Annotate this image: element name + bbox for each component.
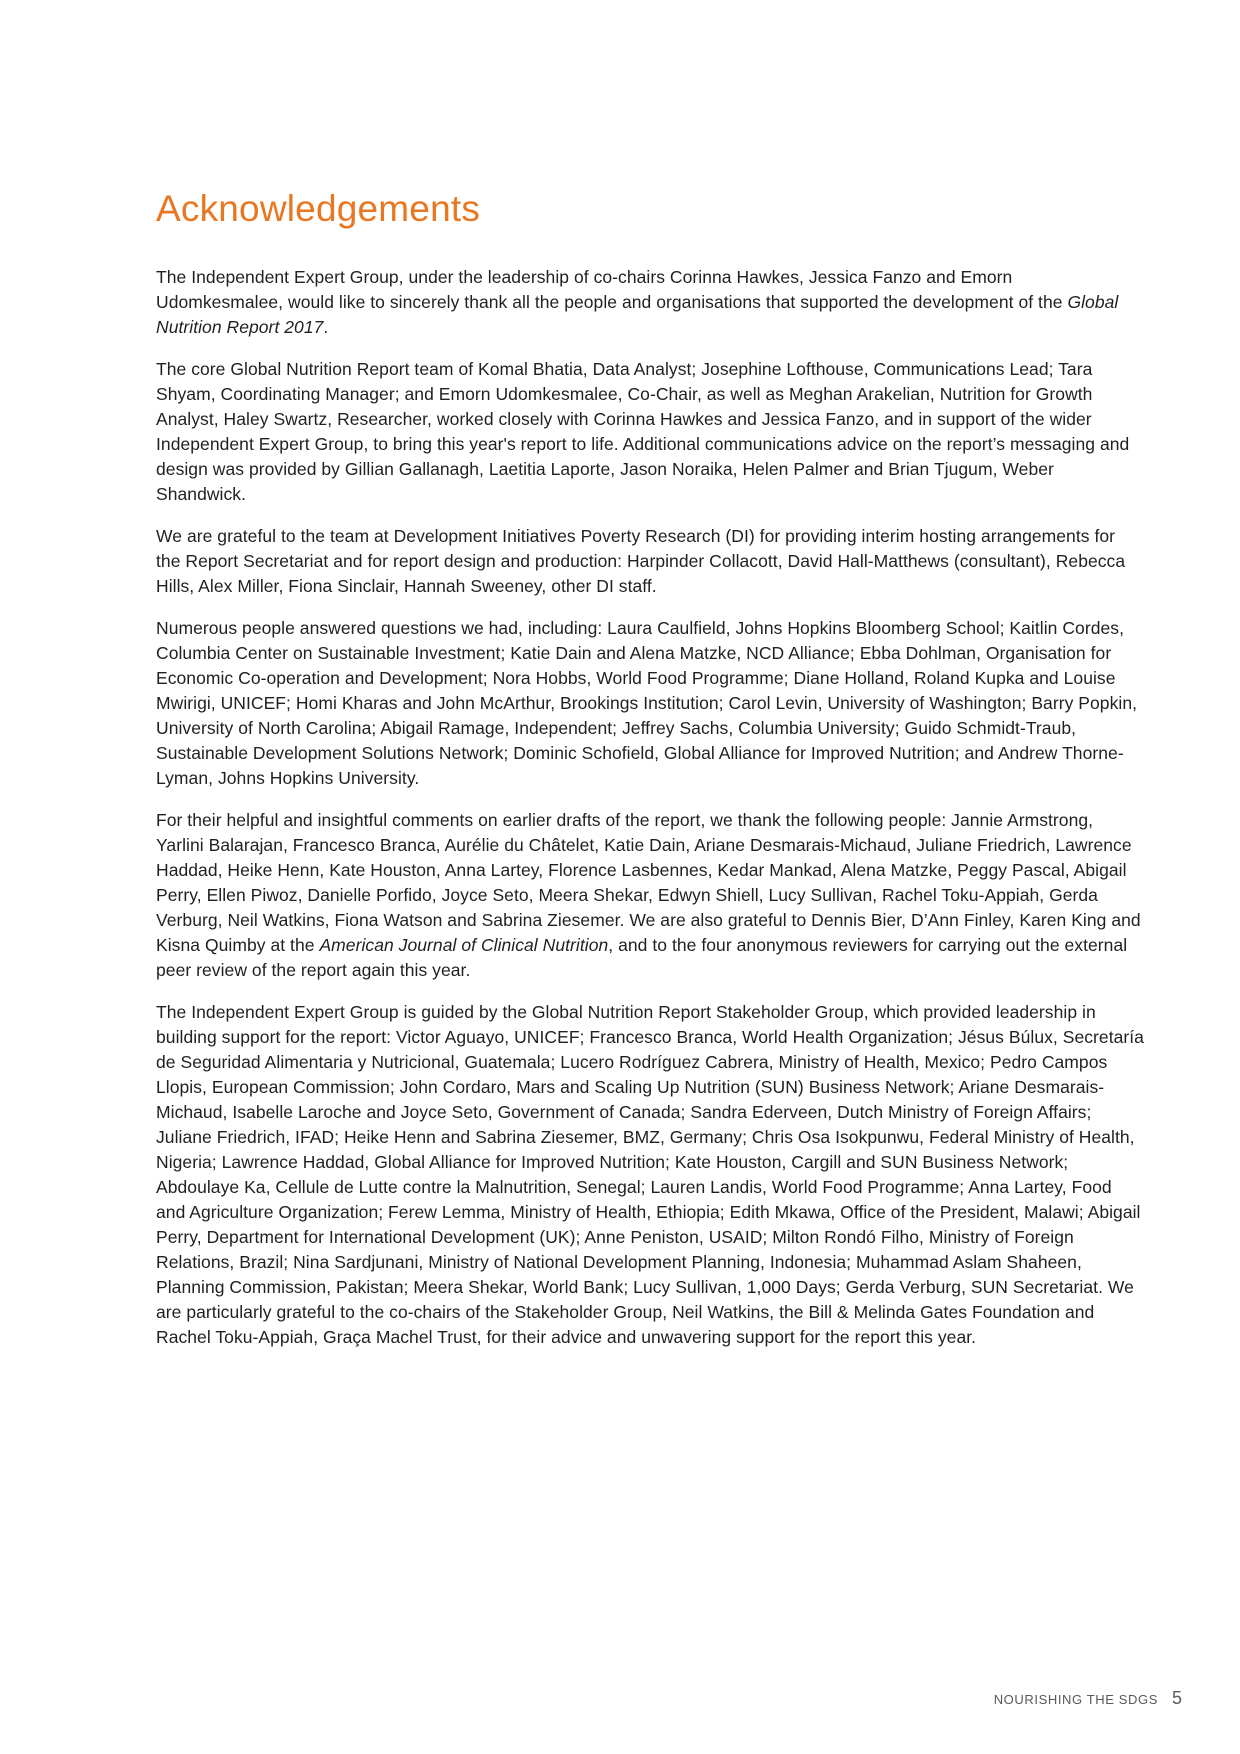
paragraph-intro-text: The Independent Expert Group, under the leadership of co-chairs Corinna Hawkes, Jessica Fanzo and Emorn Udomkesmalee, would like to sincerely thank all the people and organisations that supported the development of the <box>156 267 1068 312</box>
paragraph-questions: Numerous people answered questions we had, including: Laura Caulfield, Johns Hopkins Bloomberg School; Kaitlin Cordes, Columbia Center on Sustainable Investment; Katie Dain and Alena Matzke, NCD Alliance; Ebba Dohlman, Organisation for Economic Co-operation and Development; Nora Hobbs, World Food Programme; Diane Holland, Roland Kupka and Louise Mwirigi, UNICEF; Homi Kharas and John McArthur, Brookings Institution; Carol Levin, University of Washington; Barry Popkin, University of North Carolina; Abigail Ramage, Independent; Jeffrey Sachs, Columbia University; Guido Schmidt-Traub, Sustainable Development Solutions Network; Dominic Schofield, Global Alliance for Improved Nutrition; and Andrew Thorne-Lyman, Johns Hopkins University. <box>156 618 1138 788</box>
report-title-italic: Global Nutrition Report 2017 <box>156 292 1119 337</box>
paragraph-reviewers-text: For their helpful and insightful comments on earlier drafts of the report, we thank the following people: Jannie Armstrong, Yarlini Balarajan, Francesco Branca, Aurélie du Châtelet, Katie Dain, Ariane Desmarais-Michaud, Juliane Friedrich, Lawrence Haddad, Heike Henn, Kate Houston, Anna Lartey, Florence Lasbennes, Kedar Mankad, Alena Matzke, Peggy Pascal, Abigail Perry, Ellen Piwoz, Danielle Porfido, Joyce Seto, Meera Shekar, Edwyn Shiell, Lucy Sullivan, Rachel Toku-Appiah, Gerda Verburg, Neil Watkins, Fiona Watson and Sabrina Ziesemer. We are also grateful to Dennis Bier, D’Ann Finley, Karen King and Kisna Quimby at the <box>156 810 1141 955</box>
running-title: NOURISHING THE SDGS <box>993 1692 1158 1707</box>
acknowledgements-body <box>156 265 1144 1367</box>
paragraph-core-team: The core Global Nutrition Report team of Komal Bhatia, Data Analyst; Josephine Lofthouse, Communications Lead; Tara Shyam, Coordinating Manager; and Emorn Udomkesmalee, Co-Chair, as well as Meghan Arakelian, Nutrition for Growth Analyst, Haley Swartz, Researcher, worked closely with Corinna Hawkes and Jessica Fanzo, and in support of the wider Independent Expert Group, to bring this year's report to life. Additional communications advice on the report’s messaging and design was provided by Gillian Gallanagh, Laetitia Laporte, Jason Noraika, Helen Palmer and Brian Tjugum, Weber Shandwick. <box>156 359 1130 504</box>
paragraph-stakeholder-group: The Independent Expert Group is guided by the Global Nutrition Report Stakeholder Group, which provided leadership in building support for the report: Victor Aguayo, UNICEF; Francesco Branca, World Health Organization; Jésus Búlux, Secretaría de Seguridad Alimentaria y Nutricional, Guatemala; Lucero Rodríguez Cabrera, Ministry of Health, Mexico; Pedro Campos Llopis, European Commission; John Cordaro, Mars and Scaling Up Nutrition (SUN) Business Network; Ariane Desmarais-Michaud, Isabelle Laroche and Joyce Seto, Government of Canada; Sandra Ederveen, Dutch Ministry of Foreign Affairs; Juliane Friedrich, IFAD; Heike Henn and Sabrina Ziesemer, BMZ, Germany; Chris Osa Isokpunwu, Federal Ministry of Health, Nigeria; Lawrence Haddad, Global Alliance for Improved Nutrition; Kate Houston, Cargill and SUN Business Network; Abdoulaye Ka, Cellule de Lutte contre la Malnutrition, Senegal; Lauren Landis, World Food Programme; Anna Lartey, Food and Agriculture Organization; Ferew Lemma, Ministry of Health, Ethiopia; Edith Mkawa, Office of the President, Malawi; Abigail Perry, Department for International Development (UK); Anne Peniston, USAID; Milton Rondó Filho, Ministry of Foreign Relations, Brazil; Nina Sardjunani, Ministry of National Development Planning, Indonesia; Muhammad Aslam Shaheen, Planning Commission, Pakistan; Meera Shekar, World Bank; Lucy Sullivan, 1,000 Days; Gerda Verburg, SUN Secretariat. We are particularly grateful to the co-chairs of the Stakeholder Group, Neil Watkins, the Bill & Melinda Gates Foundation and Rachel Toku-Appiah, Graça Machel Trust, for their advice and unwavering support for the report this year. <box>156 1002 1144 1347</box>
page-title: Acknowledgements <box>156 188 481 229</box>
paragraph-di-team: We are grateful to the team at Development Initiatives Poverty Research (DI) for providing interim hosting arrangements for the Report Secretariat and for report design and production: Harpinder Collacott, David Hall-Matthews (consultant), Rebecca Hills, Alex Miller, Fiona Sinclair, Hannah Sweeney, other DI staff. <box>156 526 1126 596</box>
page-footer <box>994 1688 1182 1709</box>
journal-title-italic: American Journal of Clinical Nutrition <box>319 935 609 955</box>
paragraph-reviewers-end: , and to the four anonymous reviewers for carrying out the external peer review of the report again this year. <box>156 935 1128 980</box>
paragraph-intro-end: . <box>323 317 329 337</box>
paragraph-reviewers <box>156 808 1144 983</box>
page-number: 5 <box>1171 1688 1182 1708</box>
paragraph-intro <box>156 265 1144 340</box>
